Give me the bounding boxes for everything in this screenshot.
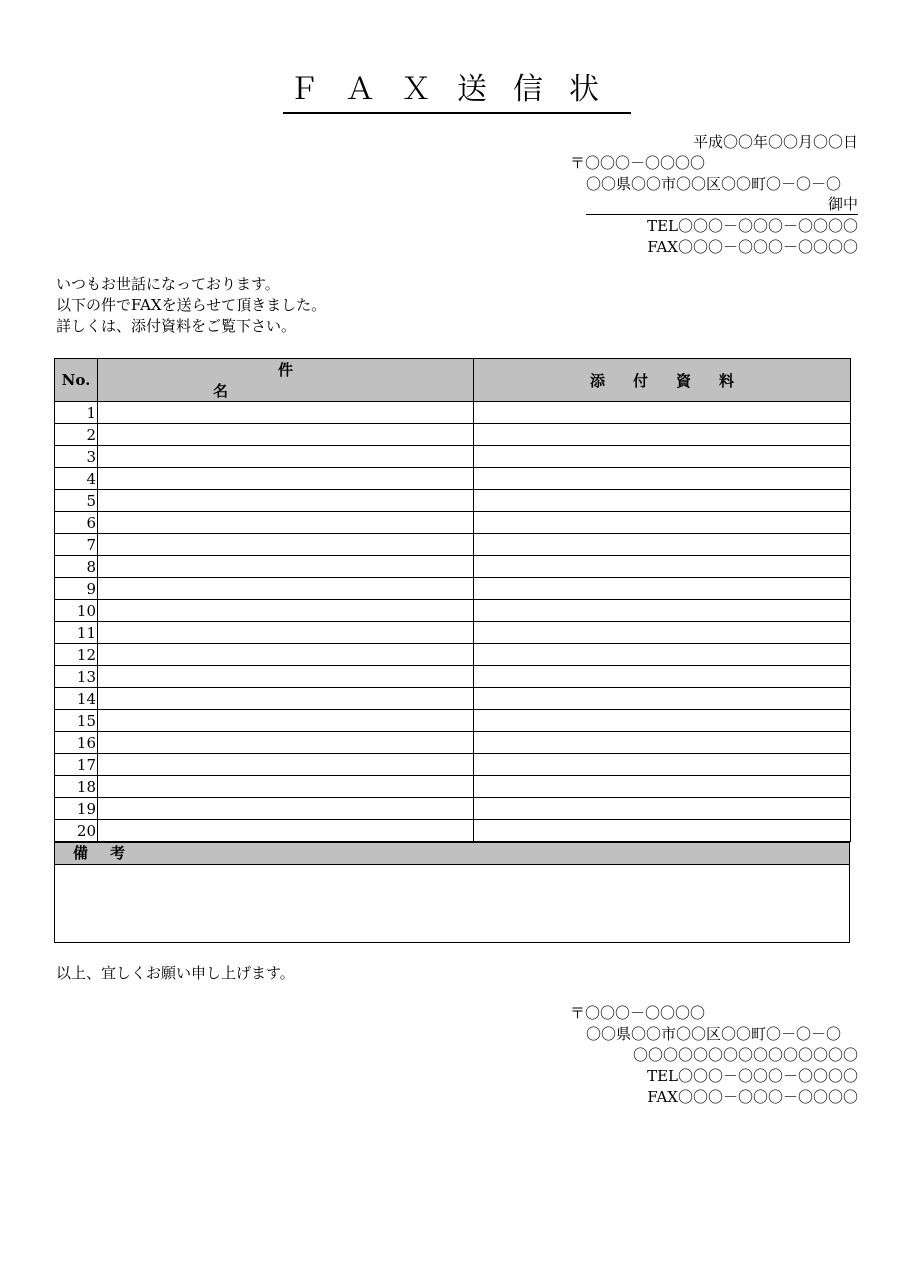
col-subject-header: 件名	[98, 359, 474, 402]
sender-tel	[628, 1066, 858, 1086]
sender-name: 〇〇〇〇〇〇〇〇〇〇〇〇〇〇〇	[632, 1046, 858, 1064]
col-attachment-header: 添付資料	[474, 359, 851, 402]
subject-cell[interactable]	[98, 512, 474, 534]
attachment-cell[interactable]	[474, 578, 851, 600]
row-number: 17	[55, 754, 98, 776]
subject-cell[interactable]	[98, 644, 474, 666]
table-row	[55, 732, 851, 754]
recipient-postal: 〒〇〇〇－〇〇〇〇	[570, 154, 706, 172]
row-number: 20	[55, 820, 98, 842]
attachment-cell[interactable]	[474, 798, 851, 820]
attachment-cell[interactable]	[474, 710, 851, 732]
subject-cell[interactable]	[98, 820, 474, 842]
row-number: 2	[55, 424, 98, 446]
table-row	[55, 424, 851, 446]
sender-address: 〇〇県〇〇市〇〇区〇〇町〇－〇－〇	[586, 1025, 842, 1043]
row-number: 1	[55, 402, 98, 424]
attachment-cell[interactable]	[474, 556, 851, 578]
table-row	[55, 688, 851, 710]
table-row	[55, 512, 851, 534]
attachment-cell[interactable]	[474, 600, 851, 622]
subject-cell[interactable]	[98, 534, 474, 556]
subject-cell[interactable]	[98, 798, 474, 820]
fax-number: 〇〇〇－〇〇〇－〇〇〇〇	[677, 1088, 858, 1106]
table-row	[55, 798, 851, 820]
tel-number: 〇〇〇－〇〇〇－〇〇〇〇	[677, 217, 858, 235]
subject-cell[interactable]	[98, 754, 474, 776]
attachment-cell[interactable]	[474, 688, 851, 710]
greeting	[56, 274, 326, 337]
attachment-cell[interactable]	[474, 754, 851, 776]
attachment-cell[interactable]	[474, 776, 851, 798]
fax-label: FAX	[647, 1088, 678, 1106]
attachment-cell[interactable]	[474, 820, 851, 842]
row-number: 5	[55, 490, 98, 512]
subject-cell[interactable]	[98, 556, 474, 578]
table-row	[55, 644, 851, 666]
row-number: 11	[55, 622, 98, 644]
attachment-cell[interactable]	[474, 512, 851, 534]
attachment-cell[interactable]	[474, 644, 851, 666]
subject-cell[interactable]	[98, 732, 474, 754]
greeting-line: 詳しくは、添付資料をご覧下さい。	[56, 317, 297, 335]
attachment-cell[interactable]	[474, 666, 851, 688]
attachment-cell[interactable]	[474, 468, 851, 490]
table-row	[55, 402, 851, 424]
table-row	[55, 490, 851, 512]
tel-label: TEL	[647, 1067, 678, 1085]
date: 平成〇〇年〇〇月〇〇日	[692, 133, 858, 151]
row-number: 8	[55, 556, 98, 578]
subject-cell[interactable]	[98, 402, 474, 424]
attachment-cell[interactable]	[474, 402, 851, 424]
remarks-label: 備考	[55, 843, 849, 865]
attachment-cell[interactable]	[474, 534, 851, 556]
subject-cell[interactable]	[98, 666, 474, 688]
fax-number: 〇〇〇－〇〇〇－〇〇〇〇	[677, 238, 858, 256]
remarks-box	[54, 842, 850, 943]
row-number: 14	[55, 688, 98, 710]
row-number: 16	[55, 732, 98, 754]
sender-block	[560, 1003, 858, 1109]
attachment-cell[interactable]	[474, 490, 851, 512]
table-row	[55, 776, 851, 798]
recipient-fax	[628, 237, 858, 257]
attachment-cell[interactable]	[474, 732, 851, 754]
attachment-cell[interactable]	[474, 424, 851, 446]
row-number: 15	[55, 710, 98, 732]
row-number: 7	[55, 534, 98, 556]
sender-postal: 〒〇〇〇－〇〇〇〇	[570, 1004, 706, 1022]
table-row	[55, 468, 851, 490]
row-number: 10	[55, 600, 98, 622]
attachment-table	[54, 358, 851, 842]
recipient-tel	[628, 216, 858, 236]
page-title: ＦＡＸ送信状	[283, 70, 631, 114]
subject-cell[interactable]	[98, 424, 474, 446]
row-number: 18	[55, 776, 98, 798]
table-row	[55, 666, 851, 688]
row-number: 6	[55, 512, 98, 534]
subject-cell[interactable]	[98, 688, 474, 710]
row-number: 19	[55, 798, 98, 820]
col-no-header: No.	[55, 359, 98, 402]
recipient-underline	[586, 214, 858, 215]
subject-cell[interactable]	[98, 622, 474, 644]
attachment-cell[interactable]	[474, 446, 851, 468]
subject-cell[interactable]	[98, 578, 474, 600]
tel-label: TEL	[647, 217, 678, 235]
fax-label: FAX	[647, 238, 678, 256]
table-row	[55, 600, 851, 622]
recipient-block	[560, 132, 858, 258]
row-number: 9	[55, 578, 98, 600]
row-number: 3	[55, 446, 98, 468]
subject-cell[interactable]	[98, 468, 474, 490]
table-row	[55, 754, 851, 776]
subject-cell[interactable]	[98, 490, 474, 512]
greeting-line: 以下の件でFAXを送らせて頂きました。	[56, 296, 327, 314]
subject-cell[interactable]	[98, 710, 474, 732]
recipient-address: 〇〇県〇〇市〇〇区〇〇町〇－〇－〇	[586, 175, 842, 193]
subject-cell[interactable]	[98, 600, 474, 622]
row-number: 4	[55, 468, 98, 490]
recipient-suffix: 御中	[827, 195, 858, 213]
closing-text: 以上、宜しくお願い申し上げます。	[56, 964, 295, 982]
table-row	[55, 578, 851, 600]
row-number: 13	[55, 666, 98, 688]
row-number: 12	[55, 644, 98, 666]
table-row	[55, 622, 851, 644]
table-row	[55, 820, 851, 842]
table-row	[55, 446, 851, 468]
table-row	[55, 534, 851, 556]
subject-cell[interactable]	[98, 776, 474, 798]
table-row	[55, 556, 851, 578]
sender-fax	[628, 1087, 858, 1107]
greeting-line: いつもお世話になっております。	[56, 275, 280, 293]
subject-cell[interactable]	[98, 446, 474, 468]
tel-number: 〇〇〇－〇〇〇－〇〇〇〇	[677, 1067, 858, 1085]
attachment-cell[interactable]	[474, 622, 851, 644]
table-row	[55, 710, 851, 732]
